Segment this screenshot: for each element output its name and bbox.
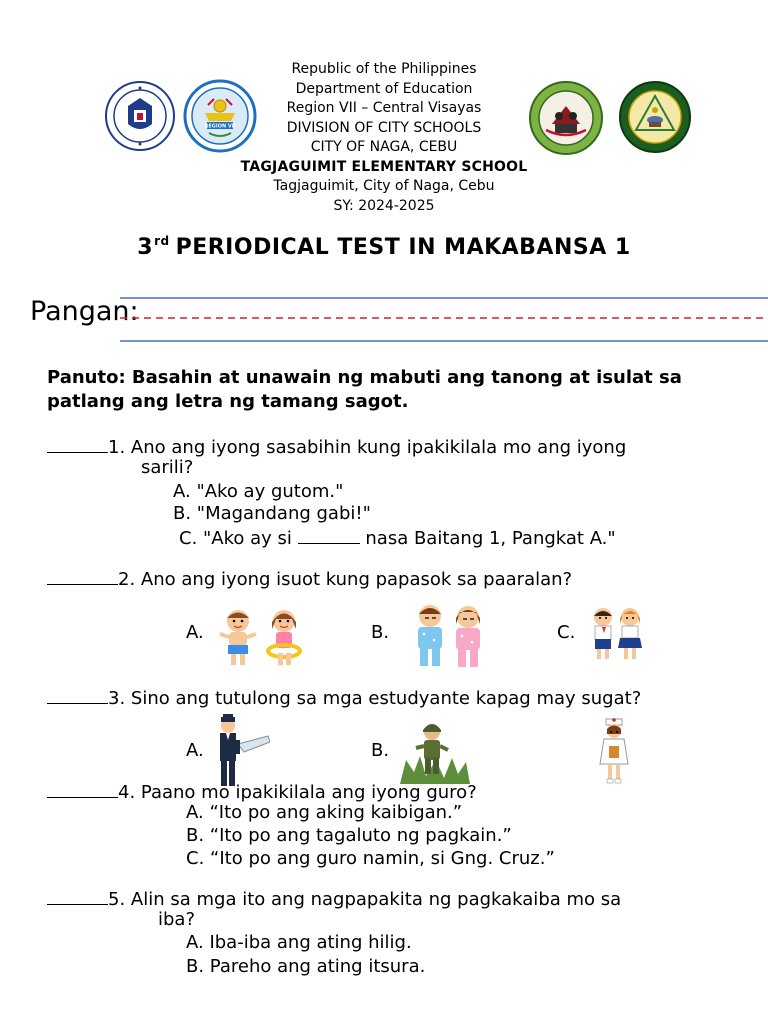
question-4 [47, 780, 477, 805]
question-4-option-b: B. “Ito po ang tagaluto ng pagkain.” [186, 825, 512, 846]
question-1-text-continued: sarili? [141, 457, 194, 478]
question-5-number: 5. [108, 889, 126, 910]
answer-blank-1[interactable] [47, 435, 108, 453]
question-2-option-a: A. [186, 622, 204, 643]
question-1 [47, 435, 626, 460]
division-line: DIVISION OF CITY SCHOOLS [286, 119, 482, 136]
question-2 [47, 567, 572, 592]
question-5-text-continued: iba? [158, 909, 196, 930]
uniform-kids-image [584, 606, 650, 666]
question-3-number: 3. [108, 688, 126, 709]
answer-blank-2[interactable] [47, 567, 118, 585]
question-4-option-c: C. “Ito po ang guro namin, si Gng. Cruz.” [186, 848, 555, 869]
question-3-text: Sino ang tutulong sa mga estudyante kapag may sugat? [130, 688, 642, 709]
answer-blank-4[interactable] [47, 780, 118, 798]
question-5-option-b: B. Pareho ang ating itsura. [186, 956, 426, 977]
question-5-option-a: A. Iba-iba ang ating hilig. [186, 932, 412, 953]
school-address: Tagjaguimit, City of Naga, Cebu [273, 178, 495, 194]
question-1-option-c-start: C. "Ako ay si [179, 528, 292, 549]
question-2-text: Ano ang iyong isuot kung papasok sa paaralan? [140, 569, 573, 590]
swimsuit-kids-image [212, 607, 310, 671]
instructions: Panuto: Basahin at unawain ng mabuti ang tanong at isulat sa patlang ang letra ng tamang sagot. [47, 367, 682, 412]
name-writing-lines[interactable] [120, 292, 768, 346]
region-line: Region VII – Central Visayas [286, 100, 482, 116]
question-5-text: Alin sa mga ito ang nagpapakita ng pagkakaiba mo sa [130, 889, 622, 910]
question-1-option-a: A. "Ako ay gutom." [173, 481, 344, 502]
school-year: SY: 2024-2025 [333, 197, 435, 214]
question-3-option-a: A. [186, 740, 204, 761]
title-text: PERIODICAL TEST IN MAKABANSA 1 [175, 235, 631, 260]
city-line: CITY OF NAGA, CEBU [310, 139, 458, 155]
question-1-option-c-end: nasa Baitang 1, Pangkat A." [365, 528, 616, 549]
school-name: TAGJAGUIMIT ELEMENTARY SCHOOL [240, 158, 528, 175]
country-line: Republic of the Philippines [291, 61, 477, 77]
svg-text:REGION VII: REGION VII [204, 123, 236, 130]
question-1-option-b: B. "Magandang gabi!" [173, 503, 371, 524]
title-ordinal-suffix: rd [154, 234, 170, 248]
question-5 [47, 887, 621, 912]
question-1-option-c [179, 526, 616, 551]
department-line: Department of Education [295, 80, 473, 97]
question-2-number: 2. [118, 569, 136, 590]
question-3 [47, 686, 641, 711]
question-4-number: 4. [118, 782, 136, 803]
test-title [0, 234, 768, 260]
letterhead [0, 60, 768, 216]
question-2-option-b: B. [371, 622, 390, 643]
title-ordinal: 3 [137, 235, 154, 260]
soldier-image [396, 716, 470, 788]
name-label: Pangan: [30, 296, 139, 327]
question-4-option-a: A. “Ito po ang aking kaibigan.” [186, 802, 463, 823]
question-1-text: Ano ang iyong sasabihin kung ipakikilala mo ang iyong [130, 437, 627, 458]
answer-blank-5[interactable] [47, 887, 108, 905]
question-3-option-b: B. [371, 740, 390, 761]
question-2-option-c: C. [557, 622, 576, 643]
pajama-kids-image [408, 602, 492, 674]
option-c-name-blank [298, 526, 360, 544]
nurse-image [594, 718, 634, 788]
question-4-text: Paano mo ipakikilala ang iyong guro? [140, 782, 477, 803]
question-1-number: 1. [108, 437, 126, 458]
answer-blank-3[interactable] [47, 686, 108, 704]
